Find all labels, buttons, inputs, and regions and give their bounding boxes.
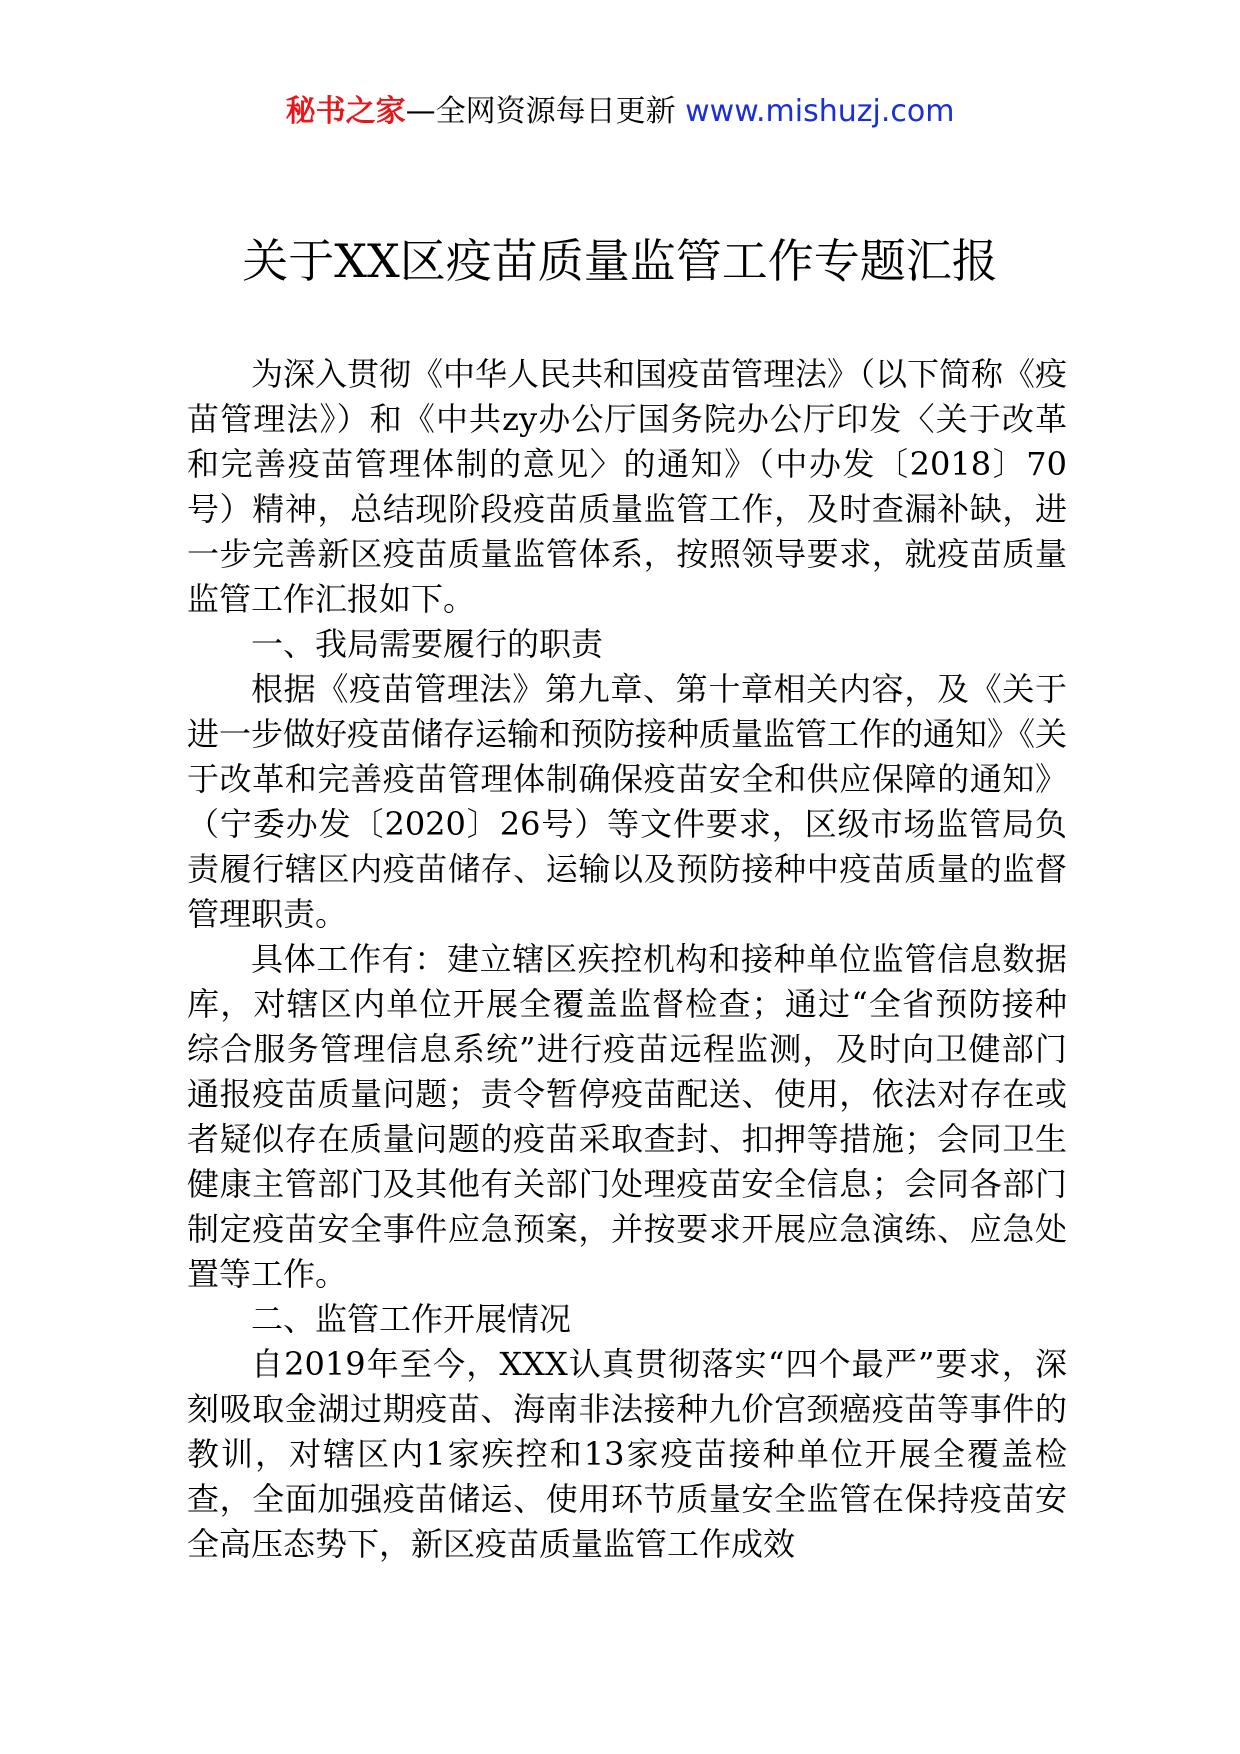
- paragraph-progress: 自2019年至今，XXX认真贯彻落实“四个最严”要求，深刻吸取金湖过期疫苗、海南非法接种九价宫颈癌疫苗等事件的教训，对辖区内1家疾控和13家疫苗接种单位开展全覆盖检查，全面加强疫苗储运、使用环节质量安全监管在保持疫苗安全高压态势下，新区疫苗质量监管工作成效: [187, 1345, 1067, 1563]
- paragraph-duties: 根据《疫苗管理法》第九章、第十章相关内容，及《关于进一步做好疫苗储存运输和预防接种质量监管工作的通知》《关于改革和完善疫苗管理体制确保疫苗安全和供应保障的通知》（宁委办发〔2020〕26号）等文件要求，区级市场监管局负责履行辖区内疫苗储存、运输以及预防接种中疫苗质量的监督管理职责。: [187, 670, 1068, 933]
- paragraph-intro: 为深入贯彻《中华人民共和国疫苗管理法》（以下简称《疫苗管理法》）和《中共zy办公厅国务院办公厅印发〈关于改革和完善疫苗管理体制的意见〉的通知》（中办发〔2018〕70号）精神，总结现阶段疫苗质量监管工作，及时查漏补缺，进一步完善新区疫苗质量监管体系，按照领导要求，就疫苗质量监管工作汇报如下。: [187, 355, 1068, 618]
- document-title: 关于XX区疫苗质量监管工作专题汇报: [242, 234, 998, 288]
- section-heading-duties: 一、我局需要履行的职责: [251, 625, 604, 663]
- paragraph-specific-work: 具体工作有：建立辖区疾控机构和接种单位监管信息数据库，对辖区内单位开展全覆盖监督检查；通过“全省预防接种综合服务管理信息系统”进行疫苗远程监测，及时向卫健部门通报疫苗质量问题；责令暂停疫苗配送、使用，依法对存在或者疑似存在质量问题的疫苗采取查封、扣押等措施；会同卫生健康主管部门及其他有关部门处理疫苗安全信息；会同各部门制定疫苗安全事件应急预案，并按要求开展应急演练、应急处置等工作。: [187, 940, 1067, 1293]
- brand-name: 秘书之家: [285, 94, 406, 129]
- section-heading-progress: 二、监管工作开展情况: [251, 1300, 572, 1338]
- document-body: [187, 352, 1067, 1567]
- header-tagline: —全网资源每日更新: [405, 94, 676, 129]
- site-header: [0, 92, 1240, 132]
- site-url-link[interactable]: www.mishuzj.com: [685, 94, 955, 129]
